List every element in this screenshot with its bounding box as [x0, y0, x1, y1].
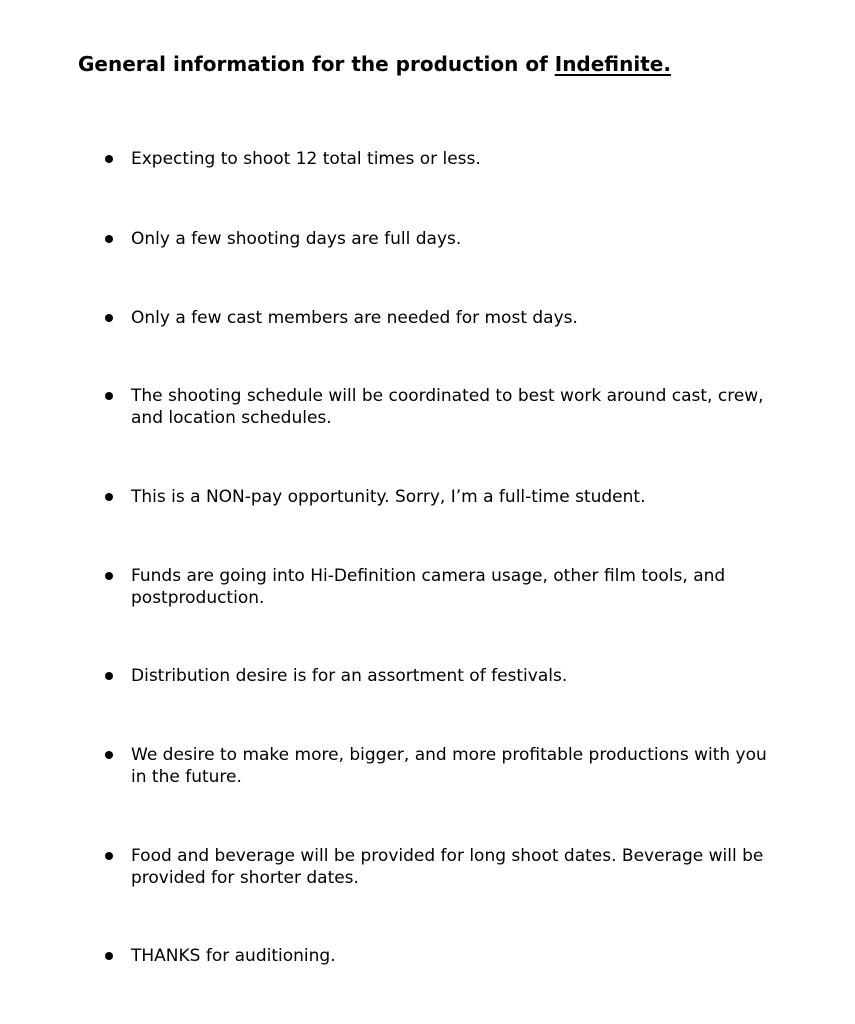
- list-item-text: We desire to make more, bigger, and more profitable productions with you in the future.: [131, 745, 767, 787]
- bullet-icon: [105, 493, 113, 501]
- list-item-text: Expecting to shoot 12 total times or less.: [131, 149, 481, 169]
- bullet-icon: [105, 852, 113, 860]
- list-item: [105, 385, 795, 429]
- list-item-text: Funds are going into Hi-Definition camera usage, other film tools, and postproduction.: [131, 566, 726, 608]
- list-item: [105, 945, 795, 967]
- bullet-icon: [105, 572, 113, 580]
- list-item-text: Food and beverage will be provided for long shoot dates. Beverage will be provided for shorter dates.: [131, 846, 764, 888]
- list-item: [105, 565, 795, 609]
- title-prefix: General information for the production of: [78, 52, 555, 76]
- list-item-text: This is a NON-pay opportunity. Sorry, I’m a full-time student.: [131, 487, 646, 507]
- bullet-icon: [105, 751, 113, 759]
- bullet-icon: [105, 952, 113, 960]
- page-title: [78, 50, 671, 78]
- list-item-text: THANKS for auditioning.: [131, 946, 336, 966]
- list-item: [105, 228, 795, 250]
- list-item-text: The shooting schedule will be coordinated to best work around cast, crew, and location schedules.: [131, 386, 764, 428]
- list-item-text: Distribution desire is for an assortment of festivals.: [131, 666, 568, 686]
- list-item: [105, 148, 795, 170]
- film-name: Indefinite.: [554, 52, 671, 76]
- bullet-icon: [105, 672, 113, 680]
- list-item-text: Only a few shooting days are full days.: [131, 229, 462, 249]
- list-item: [105, 845, 795, 889]
- list-item: [105, 665, 795, 687]
- bullet-icon: [105, 155, 113, 163]
- list-item-text: Only a few cast members are needed for most days.: [131, 308, 578, 328]
- bullet-icon: [105, 392, 113, 400]
- bullet-icon: [105, 314, 113, 322]
- list-item: [105, 486, 795, 508]
- list-item: [105, 744, 795, 788]
- list-item: [105, 307, 795, 329]
- bullet-icon: [105, 235, 113, 243]
